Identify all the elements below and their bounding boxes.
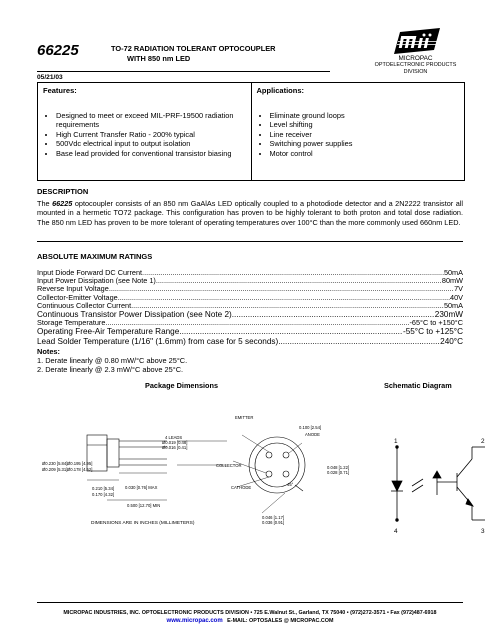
ratings-table [37,269,463,346]
rating-row [37,337,463,346]
package-dimension-labels [42,435,195,526]
pin-1-label: 1 [394,438,398,445]
features-section [38,83,251,180]
anode-label: ANODE [305,432,320,437]
logo-text [367,55,464,76]
rating-label: Lead Solder Temperature (1/16" (1.6mm) from case for 5 seconds) [37,336,279,346]
package-and-schematic-drawing [37,395,487,555]
rating-label: Continuous Transistor Power Dissipation (see Note 2) [37,310,232,320]
footer-email: E-MAIL: OPTOSALES @ MICROPAC.COM [227,618,334,624]
footer [37,609,463,625]
applications-section [251,83,465,180]
logo-mark [394,28,440,54]
application-item: • Level shifting [270,120,460,129]
rating-label: Continuous Collector Current [37,301,132,310]
rating-value: 80mW [441,277,463,286]
tab-dim-1: 0.048 [1.22] [327,465,350,470]
schematic-symbol [391,446,485,522]
rating-row [37,319,463,327]
dim-max: 0.030 [0.76] MAX [125,485,158,490]
features-applications-box [37,82,465,181]
dim-leads: 4 LEADS [165,435,183,440]
company-division-suffix: DIVISION [403,69,428,75]
description-part-ref: 66225 [52,199,73,208]
rating-value: -65°C to +150°C [409,319,463,328]
collector-label: COLLECTOR [216,463,242,468]
dim-cap-diameter-2: Ø0.178 [4.52] [67,467,93,472]
application-item: • Eliminate ground loops [270,111,460,120]
dim-height-2: 0.170 [4.32] [92,492,115,497]
features-heading: Features: [43,86,77,95]
tab-dim-2: 0.028 [0.71] [327,470,350,475]
rating-row [37,302,463,310]
applications-list [257,111,460,158]
rating-row [37,310,463,319]
rating-row [37,327,463,336]
schematic-pin-labels [394,438,485,535]
rating-value: 240°C [440,336,463,346]
note-item: 1. Derate linearly @ 0.80 mW/°C above 25°C. [37,356,188,366]
rating-label: Reverse Input Voltage [37,285,109,294]
tab-dim-3: 0.046 [1.17] [262,515,285,520]
pin-2-label: 2 [481,438,485,445]
title-line-1: TO-72 RADIATION TOLERANT OPTOCOUPLER [111,44,276,53]
dim-body-diameter-2: Ø0.209 [5.31] [42,467,68,472]
application-item: • Line receiver [270,130,460,139]
pin-spacing-label: 0.100 [2.54] [299,425,322,430]
ratings-heading: ABSOLUTE MAXIMUM RATINGS [37,252,153,261]
rating-label: Input Power Dissipation (see Note 1) [37,277,156,286]
rating-row [37,269,463,277]
dim-body-diameter-1: Ø0.230 [5.84] [42,461,68,466]
rating-row [37,285,463,293]
micropac-logo [367,28,464,78]
rating-label: Collector-Emitter Voltage [37,293,118,302]
dim-height-1: 0.210 [5.34] [92,486,115,491]
angle-label: 45° [287,482,294,487]
rating-value: -55°C to +125°C [402,327,463,337]
dim-lead-dia-1: Ø0.019 [0.48] [162,440,188,445]
dimensions-units-note: DIMENSIONS ARE IN INCHES (MILLIMETERS) [91,521,195,526]
feature-item: • Base lead provided for conventional transistor biasing [56,149,246,158]
rating-value: 230mW [434,310,463,320]
rating-value: 7V [454,285,463,294]
cathode-label: CATHODE [231,485,252,490]
company-name: MICROPAC [398,55,433,62]
company-division: OPTOELECTRONIC PRODUCTS [374,62,457,68]
rating-label: Input Diode Forward DC Current [37,269,143,277]
package-dimensions-caption: Package Dimensions [145,381,219,390]
document-title [111,44,276,64]
note-item: 2. Derate linearly @ 2.3 mW/°C above 25°C. [37,365,184,375]
feature-item: • High Current Transfer Ratio - 200% typical [56,130,246,139]
section-rule [37,241,463,242]
dim-lead-length: 0.500 [12.70] MIN [127,503,161,508]
rating-label: Storage Temperature [37,319,106,328]
tab-dim-4: 0.036 [0.91] [262,520,285,525]
dim-lead-dia-2: Ø0.016 [0.41] [162,445,188,450]
notes [37,347,187,375]
rating-value: 50mA [443,269,463,277]
description-body: optocoupler consists of an 850 nm GaAlAs LED optically coupled to a photodiode detector and a 2N2222 transistor all mounted in a hermetic TO72 package. This configuration has proven to be highly tolerant to both proton and total dose radiation. The 850 nm LED has proven to be more tolerant of operating temperatures over 100°C than the more commonly used 660nm LED. [37,199,463,227]
pin-4-label: 4 [394,528,398,535]
bottom-view-labels [216,415,349,525]
rating-value: 40V [450,293,463,302]
part-number: 66225 [37,42,79,59]
footer-website-link[interactable]: www.micropac.com [166,618,223,624]
dim-cap-diameter-1: Ø0.195 [4.95] [67,461,93,466]
document-date: 05/21/03 [37,74,63,81]
emitter-label: EMITTER [235,415,254,420]
description-heading: DESCRIPTION [37,187,89,196]
footer-address: MICROPAC INDUSTRIES, INC. OPTOELECTRONIC PRODUCTS DIVISION • 725 E.Walnut St., Garland, TX 75040 • (972)272-3571 • Fax (972)487-6918 [63,610,437,616]
notes-heading: Notes: [37,347,60,356]
pin-3-label: 3 [481,528,485,535]
description-lead: The [37,199,53,208]
header-rule [37,71,330,72]
rating-value: 50mA [443,301,463,310]
feature-item: • Designed to meet or exceed MIL-PRF-19500 radiation requirements [56,111,246,130]
rating-row [37,277,463,285]
application-item: • Switching power supplies [270,139,460,148]
feature-item: • 500Vdc electrical input to output isolation [56,139,246,148]
applications-heading: Applications: [256,86,305,95]
description-text [37,199,463,227]
package-bottom-view [233,435,305,513]
header [37,24,464,74]
schematic-caption: Schematic Diagram [384,381,452,390]
features-list [43,111,246,158]
application-item: • Motor control [270,149,460,158]
rating-row [37,294,463,302]
footer-rule [37,602,463,603]
title-line-2: WITH 850 nm LED [127,54,191,63]
rating-label: Operating Free-Air Temperature Range [37,327,180,337]
